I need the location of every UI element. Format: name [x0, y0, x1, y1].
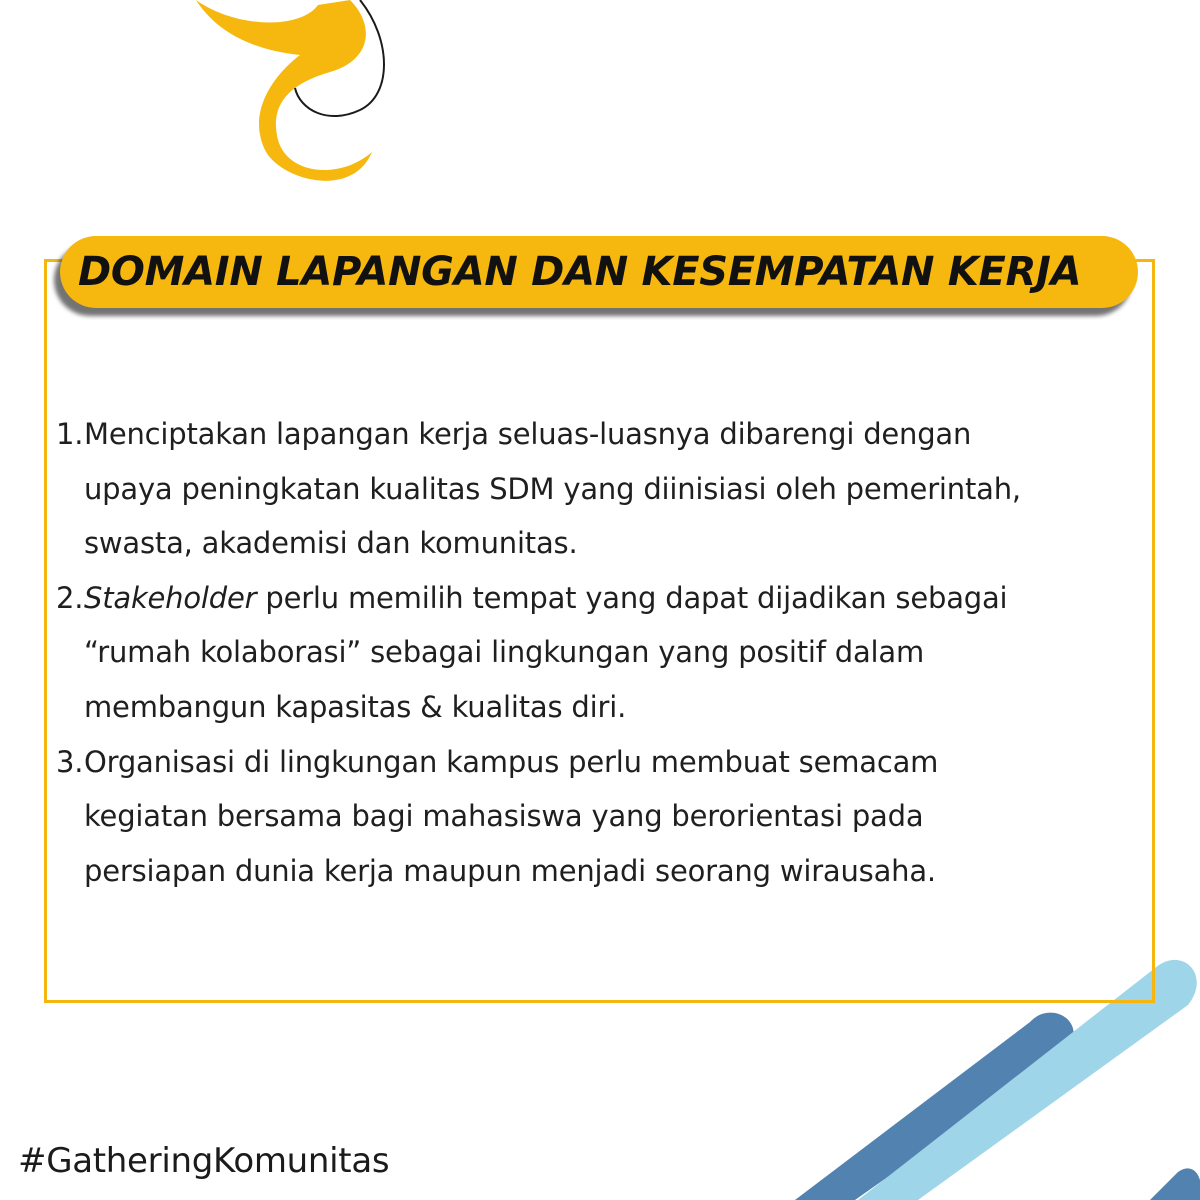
list-item — [56, 571, 1136, 735]
item-line: perlu memilih tempat yang dapat dijadikan sebagai — [256, 580, 1008, 615]
item-number: 1. — [56, 417, 84, 451]
list-item — [56, 735, 1136, 899]
item-text — [84, 735, 1136, 899]
item-line: kegiatan bersama bagi mahasiswa yang berorientasi pada — [84, 799, 924, 834]
page-title: DOMAIN LAPANGAN DAN KESEMPATAN KERJA — [78, 249, 1082, 295]
item-number: 2. — [56, 580, 84, 615]
item-line: persiapan dunia kerja maupun menjadi seorang wirausaha. — [84, 853, 936, 888]
item-line: Menciptakan lapangan kerja seluas-luasnya dibarengi dengan — [84, 417, 972, 451]
item-line: “rumah kolaborasi” sebagai lingkungan yang positif dalam — [84, 635, 925, 670]
hashtag[interactable]: #GatheringKomunitas — [18, 1141, 390, 1181]
list-item — [56, 407, 1136, 571]
item-number: 3. — [56, 744, 84, 779]
item-text — [84, 571, 1136, 735]
item-text — [84, 407, 1136, 571]
item-line: swasta, akademisi dan komunitas. — [84, 526, 578, 561]
item-line: Organisasi di lingkungan kampus perlu membuat semacam — [84, 744, 939, 779]
point-list — [56, 407, 1136, 898]
item-line: membangun kapasitas & kualitas diri. — [84, 689, 627, 724]
item-emphasis: Stakeholder — [84, 580, 257, 615]
item-line: upaya peningkatan kualitas SDM yang diinisiasi oleh pemerintah, — [84, 471, 1021, 506]
